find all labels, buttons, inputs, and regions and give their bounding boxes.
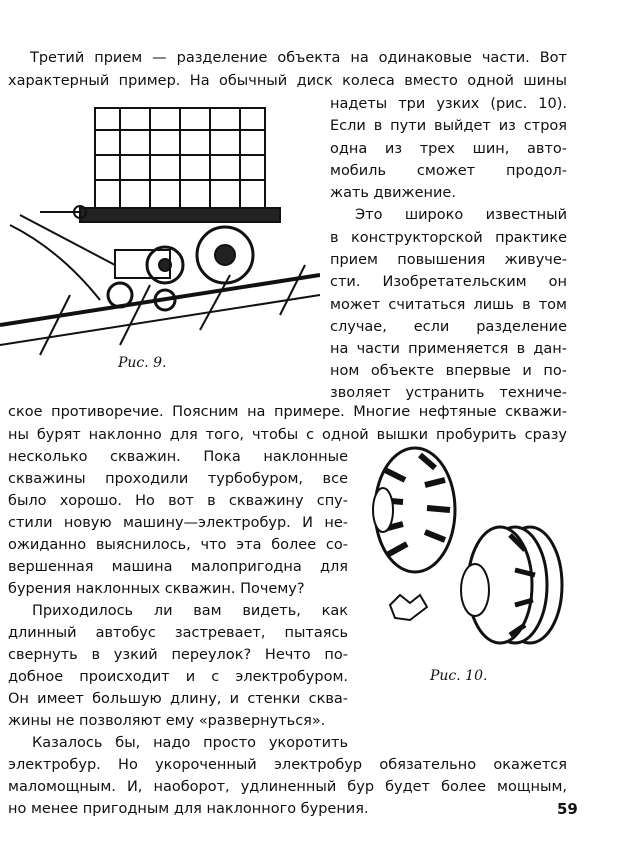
text-line: жать движение.	[330, 185, 456, 201]
text-line: длинный автобус застревает, пытаясь	[8, 625, 348, 641]
text-line: скважины проходили турбобуром, все	[8, 471, 348, 487]
text-line: но менее пригодным для наклонного бурения.	[8, 801, 369, 817]
text-line: маломощным. И, наоборот, удлиненный бур будет более мощным,	[8, 779, 567, 795]
text-line: надеты три узких (рис. 10).	[330, 96, 567, 112]
text-line: вершенная машина малопригодна для	[8, 559, 348, 575]
text-line: бурения наклонных скважин. Почему?	[8, 581, 305, 597]
figure-9-caption: Рис. 9.	[118, 355, 167, 371]
text-line: было хорошо. Но вот в скважину спу-	[8, 493, 348, 509]
text-line: ном объекте впервые и по-	[330, 363, 567, 379]
text-line: Третий прием — разделение объекта на одинаковые части. Вот	[30, 50, 567, 66]
text-line: может считаться лишь в том	[330, 297, 567, 313]
text-line: ны бурят наклонно для того, чтобы с одной вышки пробурить сразу	[8, 427, 567, 443]
page-number: 59	[557, 800, 578, 818]
figure-9-wagon-illustration	[0, 100, 320, 435]
text-line: сти. Изобретательским он	[330, 274, 567, 290]
text-line: электробур. Но укороченный электробур обязательно окажется	[8, 757, 567, 773]
text-line: Казалось бы, надо просто укоротить	[32, 735, 348, 751]
text-line: в конструкторской практике	[330, 230, 567, 246]
figure-10-caption: Рис. 10.	[430, 668, 488, 684]
text-line: стили новую машину—электробур. И не-	[8, 515, 348, 531]
text-line: Приходилось ли вам видеть, как	[32, 603, 348, 619]
text-line: жины не позволяют ему «развернуться».	[8, 713, 326, 729]
text-line: прием повышения живуче-	[330, 252, 567, 268]
text-line: одна из трех шин, авто-	[330, 141, 567, 157]
text-line: свернуть в узкий переулок? Нечто по-	[8, 647, 348, 663]
text-line: Это широко известный	[355, 207, 567, 223]
figure-10-tires-illustration	[365, 440, 580, 665]
text-line: добное происходит и с электробуром.	[8, 669, 348, 685]
text-line: несколько скважин. Пока наклонные	[8, 449, 348, 465]
text-line: Он имеет большую длину, и стенки сква-	[8, 691, 348, 707]
text-line: ское противоречие. Поясним на примере. Многие нефтяные скважи-	[8, 404, 567, 420]
text-line: на части применяется в дан-	[330, 341, 567, 357]
text-line: мобиль сможет продол-	[330, 163, 567, 179]
text-line: случае, если разделение	[330, 319, 567, 335]
text-line: характерный пример. На обычный диск колеса вместо одной шины	[8, 73, 567, 89]
text-line: ожиданно выяснилось, что эта более со-	[8, 537, 348, 553]
text-line: зволяет устранить техниче-	[330, 385, 567, 401]
text-line: Если в пути выйдет из строя	[330, 118, 567, 134]
